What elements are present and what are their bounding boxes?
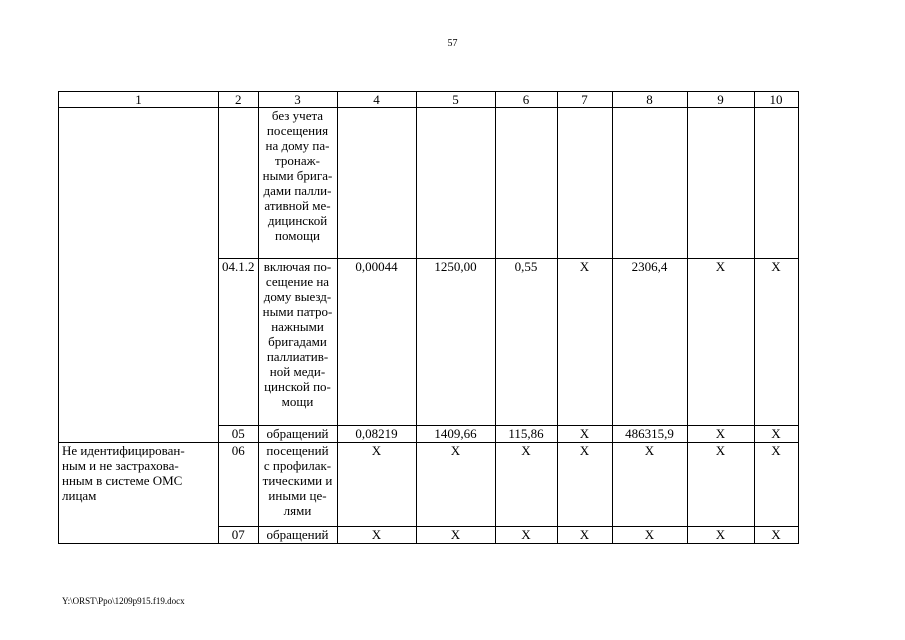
value-cell: 1409,66 xyxy=(416,426,495,443)
value-cell: 486315,9 xyxy=(612,426,687,443)
value-cell: X xyxy=(754,527,798,544)
footer-file-path: Y:\ORST\Ppo\1209p915.f19.docx xyxy=(62,596,185,606)
row-code-cell: 04.1.2 xyxy=(219,259,259,426)
column-header: 4 xyxy=(337,92,416,108)
value-cell: 115,86 xyxy=(495,426,557,443)
value-cell xyxy=(416,108,495,259)
value-cell: X xyxy=(754,426,798,443)
column-header: 7 xyxy=(557,92,612,108)
value-cell: X xyxy=(612,443,687,527)
column-header: 10 xyxy=(754,92,798,108)
value-cell xyxy=(612,108,687,259)
value-cell: X xyxy=(754,259,798,426)
row-code-cell: 07 xyxy=(219,527,259,544)
value-cell xyxy=(687,108,754,259)
value-cell: X xyxy=(687,426,754,443)
page-number: 57 xyxy=(447,38,458,49)
data-table xyxy=(58,91,799,544)
value-cell: X xyxy=(337,443,416,527)
value-cell: 1250,00 xyxy=(416,259,495,426)
value-cell: X xyxy=(687,527,754,544)
column-header: 5 xyxy=(416,92,495,108)
value-cell: X xyxy=(416,527,495,544)
value-cell: X xyxy=(495,443,557,527)
row-description-cell: включая по- сещение на дому выезд- ными патро- нажными бригадами паллиатив- ной меди- цинской по- мощи xyxy=(258,259,337,426)
table-row xyxy=(59,108,799,259)
value-cell: 0,08219 xyxy=(337,426,416,443)
column-header: 2 xyxy=(219,92,259,108)
row-group-name-cell xyxy=(59,108,219,443)
value-cell: X xyxy=(337,527,416,544)
value-cell: 0,00044 xyxy=(337,259,416,426)
value-cell: X xyxy=(612,527,687,544)
row-description-cell: обращений xyxy=(258,527,337,544)
column-header: 6 xyxy=(495,92,557,108)
value-cell: 0,55 xyxy=(495,259,557,426)
column-header: 3 xyxy=(258,92,337,108)
row-description-cell: посещений с профилак- тическими и иными це- лями xyxy=(258,443,337,527)
value-cell: X xyxy=(495,527,557,544)
value-cell: X xyxy=(416,443,495,527)
value-cell: X xyxy=(754,443,798,527)
value-cell xyxy=(557,108,612,259)
value-cell: X xyxy=(557,259,612,426)
column-header: 8 xyxy=(612,92,687,108)
column-header: 1 xyxy=(59,92,219,108)
table-header-row xyxy=(59,92,799,108)
row-code-cell xyxy=(219,108,259,259)
row-code-cell: 05 xyxy=(219,426,259,443)
value-cell: X xyxy=(557,426,612,443)
value-cell xyxy=(495,108,557,259)
column-header: 9 xyxy=(687,92,754,108)
value-cell: X xyxy=(687,259,754,426)
value-cell xyxy=(754,108,798,259)
value-cell xyxy=(337,108,416,259)
row-group-name-cell: Не идентифицирован- ным и не застрахова- нным в системе ОМС лицам xyxy=(59,443,219,544)
row-code-cell: 06 xyxy=(219,443,259,527)
value-cell: 2306,4 xyxy=(612,259,687,426)
value-cell: X xyxy=(557,443,612,527)
table-row xyxy=(59,443,799,527)
row-description-cell: обращений xyxy=(258,426,337,443)
row-description-cell: без учета посещения на дому па- тронаж- ными брига- дами палли- ативной ме- дицинской помощи xyxy=(258,108,337,259)
value-cell: X xyxy=(687,443,754,527)
value-cell: X xyxy=(557,527,612,544)
